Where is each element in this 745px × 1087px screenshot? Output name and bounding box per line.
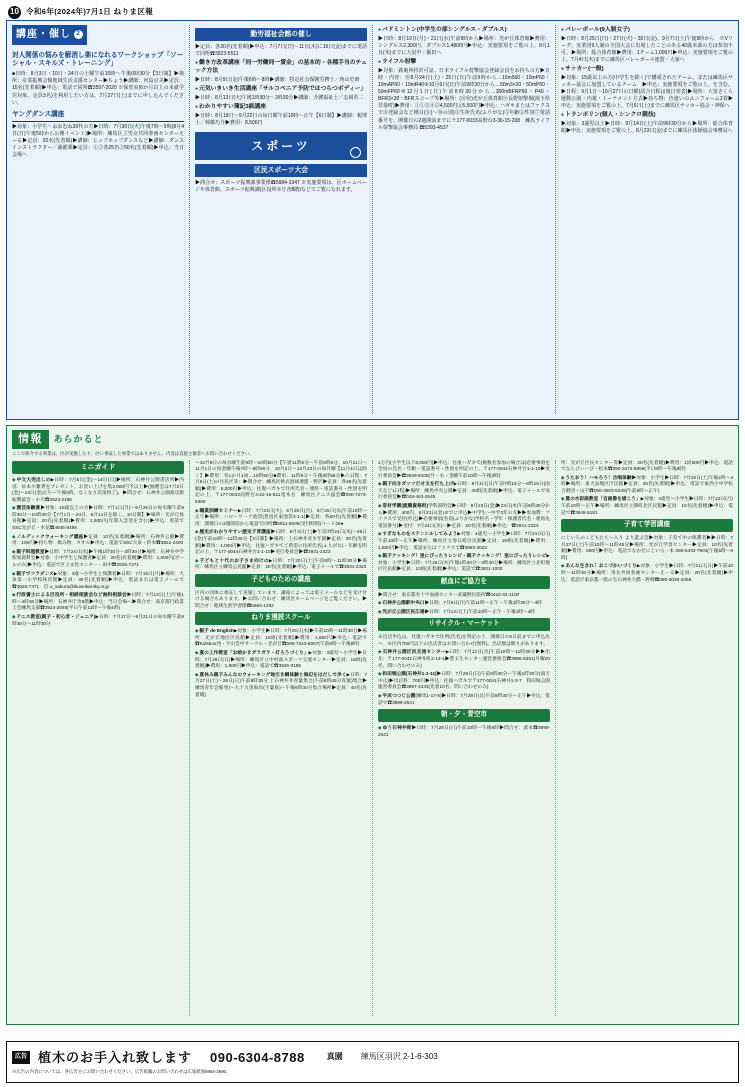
ad-headline: 植木のお手入れ致します	[38, 1049, 193, 1065]
recycle-market-heading: リサイクル・マーケット	[378, 618, 550, 631]
course-title-2: ヤングダンス講座	[12, 111, 184, 122]
list-item	[378, 460, 550, 480]
item-title: ◆ 行政書士による区役所・相続相談会など無料相談会	[12, 592, 127, 597]
list-item	[195, 558, 367, 571]
course-title-1: 対人関係の悩みを解消し楽になれるワークショップ「ソーシャル・スキルズ・トレーニング」	[12, 51, 184, 68]
sport-soccer-body: ▶対象：15歳以上の方(中学生を除く)で構成されたチーム。または練馬区サッカー協会に加盟しているチーム ▶申込：実施要項をご覧の上、を含む。▶日程：9月1日～10月27日の日曜(試合日程は後日発表)▶場所：大泉さくら運動公園・内葉・トーナメント方式▶持ち物：色違いのユニフォーム2着▶申込：実施要項をご覧の上、7月6日(土)までに練馬区サッカー協会・神保へ	[561, 75, 733, 110]
item-body: 区内の団体に委託して実施しています。講座によっては電子メールなどを受け付ける場合もあります。▶お問い合わせ：練馬区ホームページをご覧ください。▶問合せ：地域生涯学習係☎5984-1292	[195, 589, 367, 608]
list-item	[195, 590, 367, 610]
item-title: ◆ 園芸体験喜	[12, 505, 40, 510]
item-title: ◆ 和田堀公園(石神井1-1-11)	[378, 671, 437, 676]
section-badge	[12, 25, 87, 45]
list-item	[12, 505, 184, 531]
info-heading	[12, 430, 733, 449]
list-item	[378, 725, 550, 738]
ad-company: 真園	[326, 1052, 343, 1062]
item-body: ▶対象：小学生▶日時：7月25日(木)午後1時30分～3時30分▶場所：練馬区立北町地区区民館▶定員：10組(先着順)▶申込：電話で☎3931-1000	[378, 553, 550, 572]
info-note: ここで紹介する事業は、区が実施したり、区に委託した事業ではありません。内容は直接主催者へお問い合わせください。	[12, 450, 254, 456]
course-body-1: ■日時：8月3日・10日・24日の土曜午前10時～午後0時30分【3日制】▶場所：産業振興会館地域生活支援センター▶ちょう▶講師：河島京美▶定員：15名(先着順)▶申込：電話で同所☎3557-2020 ※保育室(6か月以上の未就学児対象、定員3名)を利用したい方は、7月27日(土)までに申し込んでください。	[12, 71, 184, 106]
item-body: ～10月9日の毎水曜午前9時～10時50分【午窗11時5分～午前9時5分、10月11日～11月1日の毎金曜午後7時～9時50分、10月2日～12月23日の毎月曜【11月4日は除く】▶費用：各1か月1回…10時50分■費用：11時5分～午後0時55分▶△日程：7月6日(土)の住民区等」▶問合せ：練馬区軟式庭球連盟・野沢▶定員：各45名(先着順)▶費用：6,000円▶申込：往復ハガキで住所氏名・連絡・電話番号・性別を明記の上、〒177-0033高野台4-22-15-511電木方 練馬区テニス協会☎090-7273-5365	[195, 459, 367, 505]
item-body: ▶定員：10名(先着順)▶場所：石神井公園▶費用：100円▶持ち物：飲み物、タオル▶申込：電話でSSC大泉・鈴本☎3922-2400	[12, 533, 184, 546]
list-item	[195, 672, 367, 698]
item-body: ▶対象：3歳～小学生と保護者▶日時：7月15日(月)▶場所：大泉第一小学校体育館▶定員：30名(先着順)▶申込：電話または電子メールで☎3925-7371 ◎ o_sakura@ikuseikai-tky.or.jp	[12, 570, 184, 589]
item-title: ◆ 窓材学園(就職資格料)	[378, 503, 428, 508]
list-item	[378, 693, 550, 706]
item-body: 1万円(小学生以下8,000円)▶申込：往復ハガキで(複数名参加の場合は)必要事項を全員の氏名・年齢・電話番号・性別を明記の上、〒177-0044石神井台1-1-10▶実行委員会▶☎3929-8100(月・水・金曜午前10時～午後3時)	[378, 459, 550, 478]
item-title: ◆ ゆう石神井街	[378, 725, 412, 730]
item-body: ▶日時：7月23日(火)、8月26日(月)、9月25日(水)午前10時～正午▶場所：ハローワーク池袋(豊島区東池袋3-1-1)▶定員：各50名(先着順)▶費用：開催日の2週間前から電話で同所☎5911-8609(受付時間)コード45●	[195, 507, 367, 526]
welfare-item-2-title: ● 元気いきいき生活講座「サルコペニア予防ではつらつボディー」	[195, 86, 367, 94]
ad-address: 練馬区羽沢 2-1-6-303	[360, 1052, 438, 1062]
page-header	[6, 4, 739, 20]
list-item	[12, 614, 184, 627]
item-body: ▶問合せ：東京都赤十字血液センター武蔵野出張所☎0422-32-1100	[378, 591, 520, 597]
welfare-item-2-body: ▶日時：8月13日(火)午後1時30分～3時30分▶講師：介護福祉士／志岡若二	[195, 94, 364, 101]
sports-meet-title: 区民スポーツ大会	[195, 164, 367, 177]
blue-column-3	[372, 25, 550, 414]
item-body: ▶日時：7月12日(火)午前10時～11時30分▶▶出先：〒177-0041石神井町2-14-1▶豊玉生センター運営連絡会☎3996-6351(月曜20名、問い合わせのみ)	[378, 649, 550, 668]
item-title: ◆ 石神井公園区民交流センター	[378, 649, 446, 654]
children-courses-heading: 子どものための講座	[195, 574, 367, 587]
item-body: ▶対象：4歳児～小学生▶日時：7月21日(日)午前10時～正午▶場所：練馬区立春日町区民館▶定員：15組(先着順)▶費用：1,500円▶申込：電話またはファクスで☎3993-2022	[378, 531, 550, 550]
blue-column-2	[189, 25, 367, 414]
list-item	[378, 671, 550, 691]
sport-soccer-title: ● サッカー(一般)	[561, 66, 733, 74]
list-item	[378, 553, 550, 573]
item-body: ▶日時：8月23日(金)▶23日(木)午前9時30分から▶費用：400円、8月23日(金)までに申込▶中学生～中学3年の方▶▶参加費：ファクスで受付(申込)▶必要事項(名前(ふりがな)学校名・学年・保護者氏名・連絡先電話番号)▶受付：7月24日(水)～▶定員：20名(先着順)▶申込：☎3931-2323	[378, 503, 550, 528]
item-title: ◆ 夏休み親子みんなのウォーキング地引き網体験と海辺をはだしで歩く	[195, 672, 346, 677]
item-title: ◆ 光が丘公園区民広場	[378, 609, 425, 614]
item-body: ▶対象：小学生▶日時：7月25日(木)▶午前10時～11時30分▶場所：光が丘地区区民館▶定員：15組(先着順)▶費用：1,650円▶申込：電話で☎Kidsbox西・宇山会中サークル・光が丘☎090-7243-6067(午前9時～午後8時)	[195, 628, 367, 647]
item-body: ▶日時：7月28日(日)午前10時～午後5時▶問合せ：武本☎3999-2641	[378, 725, 550, 737]
ad-disclaimer: ※広告の内容については、各広告主にお問い合わせください。広告掲載のお問い合わせは広報紙係5984-2690。	[12, 1069, 231, 1075]
item-title: ◆ 職業訓練セミナー	[195, 508, 238, 513]
ad-tag: 広告	[12, 1051, 30, 1063]
list-item	[561, 535, 733, 561]
item-title: ◆ 夏の工作教室「お絵かきガラガラ・灯ろうづくり」	[195, 650, 309, 655]
list-item	[378, 609, 550, 616]
item-body: 所：光が丘区民センター等▶定員：20名(先着順)▶費用：1回500円▶申込：電話でなんびぃーび・松本☎090-3472-8858(平日9時～午後8時)	[561, 459, 733, 472]
welfare-item-1-body: ▶日時：8月9日(金)午後6時～8時▶講師：特定社会保険労務士／角山史朗	[195, 76, 360, 83]
info-columns	[12, 460, 733, 1016]
item-title: ◆ 石神井公園駅中央口	[378, 600, 425, 605]
info-column-3	[372, 460, 550, 1016]
advertisement	[6, 1041, 739, 1083]
sports-badge-label: スポーツ	[251, 138, 311, 153]
item-body: ▶日時：7月28日(日)午前9時30分～午後1時30分(雨天中止)▶出店料：700円▶申込：往復ハガキで〒177-0041石神井1-3-7 和田堀公園運営委員会☎3997-4333(先着10名、問い合わせのみ)	[378, 671, 550, 690]
list-item	[561, 496, 733, 516]
info-column-4	[555, 460, 733, 1016]
morning-evening-market-heading: 朝・夕・青空市	[378, 709, 550, 722]
item-body: ▶日時：8月3日(土)▶午前7時24日(水)～26日(金)午前10時～11時30分【3日制】▶場所：上石神井青少年館▶定員：30名(先着順)▶費用：1,000円▶申込：往復ハガキでご希望の住所氏名(ふりがな)・年齢を明記の上、〒177-0044石神井台1-1-10▶実行委員会▶☎3931-2323	[195, 529, 367, 555]
item-body: ▶対象：小学生▶日時：7月21日(日)▶午前10時～11時30分▶場所：男女共同参画センターえーる▶定員：20名(先着順)▶申込：電話で東京都一般の生石神井大橋・野崎☎080-5030-4458	[561, 563, 733, 582]
info-badge: 情報	[12, 430, 49, 449]
miniguide-heading: ミニガイド	[12, 461, 184, 474]
ball-icon	[350, 147, 361, 158]
item-title: ◆ 親子 de English	[195, 628, 234, 633]
sport-trampoline-body: ▶対象：3歳児以上▶日時：9月14日(土)午前9時30分から▶場所：総合体育館▶申込：実施要項をご覧の上、8月23日(金)までに練馬区体操協会事務局へ	[561, 121, 733, 135]
list-item	[12, 477, 184, 503]
sport-rifle-title: ● ライフル射撃	[378, 59, 550, 67]
blood-donation-heading: 献血にご協力を	[378, 576, 550, 589]
sports-section-badge	[195, 132, 367, 160]
ad-phone: 090-6304-8788	[210, 1049, 305, 1065]
list-item	[195, 628, 367, 648]
info-subtitle: あらかると	[53, 434, 104, 444]
list-item	[378, 634, 550, 647]
item-title: ◆ 中文大売出しの	[12, 477, 51, 482]
item-title: ◆ 親子料理教室	[12, 549, 45, 554]
list-item	[12, 592, 184, 612]
page-title: 令和6年(2024年)7月1日 ねりま区報	[26, 6, 154, 16]
sport-rifle-body: ▶対象：鉄砲所持許可証、日本ライフル射撃協会登録会員をお持ちの方▶日時・内容：⑧8月24日(土)・25日(日)午前9時から…10m560・10mP60・10mAP60・10mR40⑨10月6日(日)午前9時30分から…50m3×20・50mP60・50mFP60⑩12月1日(日)午前8時30分から…300mBFRP60・P40・BFR3×20・BFRスコープ等▶場所：(⑧⑩)光が丘体育館⑨長野射撃場(湯玉県非塁町)▶費用：①②③④⑤4,500円⑥5,500円▶申込：ハガキまたはファクスで⑧登録会など種目(⑧)～⑩の別)③生所氏名(ふりがな)⑤年齢⑥性別⑦電話番号を、開催日の2週間前までに〒177-0033高野台3-36-15-208 練馬ライフル射撃協会事務局 ☎5393-4537	[378, 67, 550, 131]
sport-badminton-body: ▶日時：8月19日(月)・21日(水)午前9時から▶場所：光が丘体育館▶費用：シングルス2,300円、ダブルス1,4800円▶申込：実施要項をご覧の上、8月1日(木)までに大泉中・飯田へ	[378, 35, 550, 56]
section-badge-label: 講座・催し	[16, 29, 71, 40]
list-item	[561, 460, 733, 473]
information-alacarte-section	[6, 425, 739, 1025]
item-title: ◆ 子どもと十代のお子さま向けの	[195, 558, 269, 563]
item-title: ◆ ノルディックウォーキング講座	[12, 534, 83, 539]
list-item	[378, 600, 550, 607]
nerima-school-heading: ねりま漫読スクール	[195, 612, 367, 625]
info-column-2	[189, 460, 367, 1016]
item-body: ▶日時：7月8日(月)午前11時～正午・午後1時30分～4時	[424, 600, 542, 606]
item-body: にじいろのこどもたち～入り より遊ぶ会▶対象：子育て中の保護者▶▶日時：7月27日(土)午前10時～11時45分▶場所：光が丘学習センター▶定員：10名(先着順)▶費用：500円▶申込：電話でなかだにじいろ・本 080-5433-7903(午後5時～9時)	[561, 535, 733, 560]
item-title: ◆ すぎなものをステンシルしてみよう	[378, 531, 457, 536]
course-body-2: ▶対象：小学生～おおむね30代の方▶日時：7月30日(火)午後7時～9時(8月4日(日)午後5時から公開イベント)▶場所：練馬区立男女共同参画センターえーる▶定員：20名(先着順)▶講師：ヒップホップダンスなど▶講師：ダンスインストラクター／湖都栗▶定員：①②各25名②50名(先着順)▶申込：当日会場へ	[12, 123, 184, 159]
blue-column-1	[12, 25, 184, 414]
list-item	[378, 649, 550, 669]
list-item	[12, 549, 184, 569]
list-item	[378, 503, 550, 529]
page-number: 10	[8, 6, 21, 19]
item-body: ▶日時：7月27日(土)～28日(日)午前8時30分 上石神井井青葉集合(午前8時45分青葉)集合▶練馬青年会館発)～九十九里海岸(千葉県)～午後6時30分集合場所▶定員：40名(先着順)	[195, 671, 367, 697]
list-item	[561, 563, 733, 583]
item-title: ◆ 平成つつじ公園	[378, 693, 415, 698]
welfare-item-1-title: ● 働き方改革講座「同一労働同一賃金」の基本的・各種手当のチェック方法	[195, 60, 367, 76]
item-body: ▶対象：3歳児～小学生▶日時：7月28日(日)▶場所：練馬区立中村南スポーツ交流センター▶定員：15組(先着順)▶費用：1,500円▶申込：電話で☎3926-0185	[195, 650, 367, 669]
list-item	[195, 650, 367, 670]
sport-trampoline-title: ● トランポリン(個人・シンクロ競技)	[561, 112, 733, 120]
section-badge-number: 2	[74, 30, 83, 39]
item-body: ▶日時：7月24日(水)▶午後1時30分～3時30分▶場所：石神井中学校家庭科室▶対象：小中学生と保護者▶定員：20名(先着順)▶費用：1,000円(ボールのみ)▶申込：電話で区立文化センター・田中☎3925-7371	[12, 548, 184, 567]
item-title: ◆ 親子でフラダンス	[12, 571, 54, 576]
item-title: ◆ 親子向きガッツだせ文を打ち上げ	[378, 481, 454, 486]
welfare-item-3-body: ▶日時：8月18日～9月22日の毎日曜午前10時～正午【6日制】▶講師：税理士／邨郷巧介▶費用：8,500円	[195, 112, 367, 126]
item-body: ▶対象：18歳以上の方▶日時：7月1日(月)～9月25日の毎水曜午前9時30分～10時30分【7月1日～24日、8月14日を除く。10日制】▶場所：光が丘体育館▶定員：20名(先着順)▶費用：1,500円(年間入会金を含む)▶申込：電話でSSC光が丘・木花☎4945-8498	[12, 505, 184, 531]
item-body: ▶日時：7月17日～8月21日の毎水曜午前9時30分～11時30分	[12, 613, 184, 626]
item-body: ▶日時：7月13日(土)午後1時～4時30分▶場所：石神井庁舎5階▶申込：当日会場へ▶問合せ：東京都行政書士会練馬支部☎3924-2093(平日午前11時～午後4時)	[12, 592, 184, 611]
list-item	[378, 481, 550, 501]
list-item	[12, 534, 184, 547]
list-item	[195, 529, 367, 555]
sport-volleyball-title: ● バレーボール(9人制女子)	[561, 27, 733, 35]
item-body: ▶対象：3歳児～小学生▶日時：7月22日(月)午前10時～正午▶場所：練馬区立関町北区民館▶定員：10名(先着順)▶申込：電話で☎3948-9181	[561, 496, 733, 515]
blue-column-4	[555, 25, 733, 414]
list-item	[561, 475, 733, 495]
sports-meet-body: ▶問合せ：スポーツ振興課事業係☎5984-1947 ※実施要項は、区ホームページや体育館、スポーツ振興課(区役所本庁舎8階)などでご覧になれます。	[195, 180, 367, 194]
list-item	[12, 571, 184, 591]
welfare-item-3-title: ● わかりやすい簿記3級講座	[195, 104, 367, 112]
item-body: ▶日時：7月13日(土)午前10時～正午・午後1時～4時	[424, 608, 536, 614]
item-title: ◆ うたおう！ハモろう！合唱体験	[561, 475, 632, 480]
item-body: ▶対象：小学生▶日時：7月20日(土)午後2時～4時▶場所：東大泉地区区民館▶定員：40名(先着順)▶申込：電話で東西小中学校合唱団・山下☎090-4003-5349(午前9時～正午)	[561, 474, 733, 493]
item-body: ▶日時：8月3日(日)午前7時15分～8時15分(雨天など1日程)▶場所：練馬中央公園▶定員：30組(先着順)▶申込：電子メールで実行委員会▶☎048-463-2645	[378, 481, 550, 500]
item-body: ▶日時：7月5日(金)～14日(日)▶場所：石神井公園書店所▶内容：絵本や雑貨をプレゼント。お買い上げを集3,000円予以上▶(抽選会は7月2日(金)～14日(金)正午～午後6時、なくなり次第終了)。▶問合せ：石神井公園商店街振興協会・小川☎3923-2186	[12, 477, 184, 502]
list-item	[195, 460, 367, 506]
ad-main-row	[12, 1049, 733, 1067]
info-column-1	[12, 460, 184, 1016]
item-title: ◆ 歴史がわかりやすい歴史子育講座	[195, 529, 271, 534]
courses-events-section	[6, 20, 739, 420]
list-item	[378, 592, 550, 599]
item-body: ※出店申込は、往復ハガキで住所(氏名)を明記の上、開催日の5日前までに申込先へ ※区内700円以下の出店者はお問い合わせ(無料)。出店数は限りがあります。	[378, 634, 550, 646]
item-title: ◆ 親子クッキング！里にぴったりレシピ・親子クッキング！里にぴったりレシピ	[378, 553, 546, 558]
welfare-hall-title: 勤労福祉会館の催し	[195, 28, 367, 41]
item-title: ◆ テニス教室(親子・初心者・ジュニア)	[12, 614, 95, 619]
item-body: ▶日時：7月20日(土)午前9時～11時30分▶場所：練馬区立練馬公民館▶定員：20名(先着順)▶申込：電子メールで☎3931-2323	[195, 557, 367, 570]
item-body: (練馬1-17-6)▶日時：7月28日(日)午前9時30分～正午▶申込：電話で☎3999-2641	[378, 692, 550, 705]
item-title: ◆ あんな生きれ！おこづかいづくり	[561, 563, 637, 568]
item-subtitle: 学科説明会	[428, 503, 452, 509]
sport-badminton-title: ● バドミントン(中学生の部シングルス・ダブルス)	[378, 27, 550, 35]
list-item	[195, 508, 367, 528]
welfare-hall-intro: ▶定員：各30名(先着順)▶申込：7月7日(日)～11日(木)に16日(金)までに電話で同所☎3923-5511	[195, 44, 367, 58]
sport-volleyball-body: ▶日時：8月25日(日)・27日(火)・30日(金)、9月7日(土)午後9時から ※Vリーグ、実業団9人制の全国大会に出場したことのある40歳未満の方は参加不可。▶場所：総合体育館▶費用：1チーム1,000円▶申込：実施要項をご覧の上、7月4日(木)までに練馬区バレーボール連盟・大嶺へ	[561, 35, 733, 64]
childcare-learning-heading: 子育て学習講座	[561, 519, 733, 532]
item-title: ◆ 夏の水彩画教室「自画像を描こう」	[561, 496, 641, 501]
list-item	[378, 531, 550, 551]
